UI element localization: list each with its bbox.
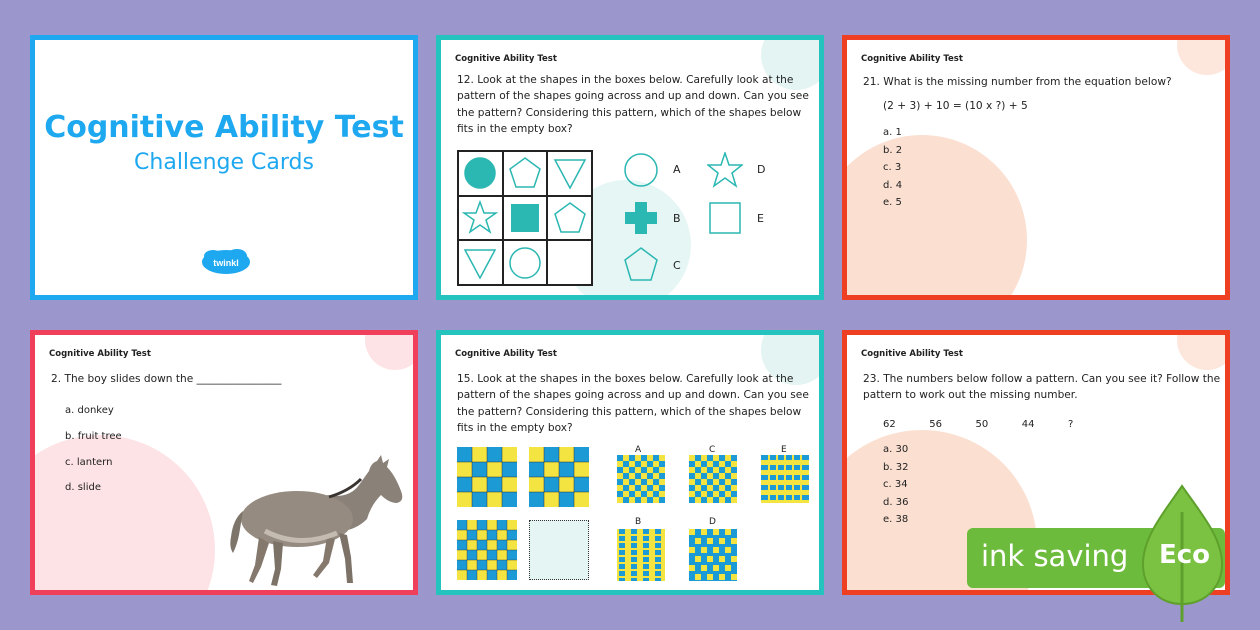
option-label-a[interactable]: A — [673, 163, 681, 176]
filled-circle-icon — [462, 155, 498, 191]
circle-icon — [507, 245, 543, 281]
ink-saving-label: ink saving — [981, 539, 1129, 573]
option-label-e[interactable]: E — [781, 445, 787, 455]
card-header: Cognitive Ability Test — [861, 54, 963, 64]
question-text: 2. The boy slides down the ________________ — [51, 373, 282, 385]
answer-option[interactable]: a. donkey — [65, 405, 114, 416]
grid-cell — [503, 151, 548, 196]
eco-label: Eco — [1159, 540, 1211, 570]
grid-cell — [503, 196, 548, 241]
twinkl-logo — [201, 248, 251, 276]
empty-cell — [547, 240, 592, 285]
equation-text: (2 + 3) + 10 = (10 x ?) + 5 — [883, 100, 1028, 112]
answer-option[interactable]: b. 2 — [883, 144, 903, 156]
answer-option[interactable]: d. 36 — [883, 496, 909, 508]
answer-option[interactable]: a. 30 — [883, 444, 909, 455]
grid-cell — [458, 151, 503, 196]
answer-options — [883, 124, 902, 212]
question-21-card[interactable] — [842, 35, 1230, 300]
question-12-card[interactable] — [436, 35, 824, 300]
square-icon — [707, 200, 743, 236]
pentagon-icon — [623, 246, 659, 282]
circle-icon — [623, 152, 659, 188]
card-header: Cognitive Ability Test — [861, 349, 963, 359]
filled-cross-icon — [623, 200, 659, 236]
answer-tile-a[interactable] — [617, 455, 665, 503]
donkey-image — [209, 453, 409, 593]
answer-options — [65, 398, 122, 501]
option-label-b[interactable]: B — [673, 212, 681, 225]
pattern-tile — [457, 447, 517, 507]
answer-option[interactable]: c. lantern — [65, 456, 113, 468]
option-label-b[interactable]: B — [635, 517, 642, 527]
answer-tile-b[interactable] — [617, 529, 665, 581]
card-header: Cognitive Ability Test — [49, 349, 151, 359]
pattern-tile — [529, 447, 589, 507]
answer-option[interactable]: e. 38 — [883, 514, 909, 525]
option-label-e[interactable]: E — [757, 212, 764, 225]
filled-square-icon — [507, 200, 543, 236]
grid-cell — [458, 240, 503, 285]
question-text: 23. The numbers below follow a pattern. Can you see it? Follow the pattern to work out the missing number. — [863, 373, 1221, 402]
answer-option[interactable]: b. 32 — [883, 461, 909, 473]
pentagon-icon — [552, 200, 588, 236]
star-icon — [462, 200, 498, 236]
answer-option[interactable]: b. fruit tree — [65, 430, 122, 442]
grid-cell — [547, 151, 592, 196]
answer-tile-e[interactable] — [761, 455, 809, 503]
question-2-card[interactable] — [30, 330, 418, 595]
option-label-d[interactable]: D — [757, 163, 766, 176]
star-icon — [707, 152, 743, 188]
grid-cell — [458, 196, 503, 241]
grid-cell — [503, 240, 548, 285]
question-text: 15. Look at the shapes in the boxes below. Carefully look at the pattern of the shapes going across and up and down. Can you see the pattern? Considering this pattern, which of the shapes below fits in the empty box? — [457, 373, 809, 435]
answer-option[interactable]: d. 4 — [883, 179, 903, 191]
question-text: 12. Look at the shapes in the boxes below. Carefully look at the pattern of the shapes going across and up and down. Can you see the pattern? Considering this pattern, which of the shapes below fits in the empty box? — [457, 74, 809, 136]
svg-text:twinkl: twinkl — [213, 258, 239, 268]
answer-option[interactable]: d. slide — [65, 482, 101, 494]
grid-cell — [547, 196, 592, 241]
answer-option[interactable]: e. 5 — [883, 197, 902, 208]
cover-title: Cognitive Ability Test — [44, 110, 404, 145]
cover-card[interactable] — [30, 35, 418, 300]
answer-option[interactable]: a. 1 — [883, 127, 902, 138]
card-header: Cognitive Ability Test — [455, 349, 557, 359]
answer-option[interactable]: c. 3 — [883, 162, 902, 173]
pentagon-icon — [507, 155, 543, 191]
answer-tile-c[interactable] — [689, 455, 737, 503]
option-label-c[interactable]: C — [709, 445, 716, 455]
cover-subtitle: Challenge Cards — [134, 150, 314, 175]
answer-tile-d[interactable] — [689, 529, 737, 581]
question-text: 21. What is the missing number from the equation below? — [863, 76, 1172, 88]
triangle-down-icon — [552, 155, 588, 191]
shape-grid — [457, 150, 593, 286]
question-15-card[interactable] — [436, 330, 824, 595]
empty-box — [529, 520, 589, 580]
card-header: Cognitive Ability Test — [455, 54, 557, 64]
pattern-tile — [457, 520, 517, 580]
answer-option[interactable]: c. 34 — [883, 479, 908, 490]
number-sequence: 62 56 50 44 ? — [883, 419, 1074, 430]
option-label-a[interactable]: A — [635, 445, 642, 455]
triangle-down-icon — [462, 245, 498, 281]
option-label-c[interactable]: C — [673, 259, 681, 272]
answer-options — [883, 441, 908, 529]
option-label-d[interactable]: D — [709, 517, 716, 527]
